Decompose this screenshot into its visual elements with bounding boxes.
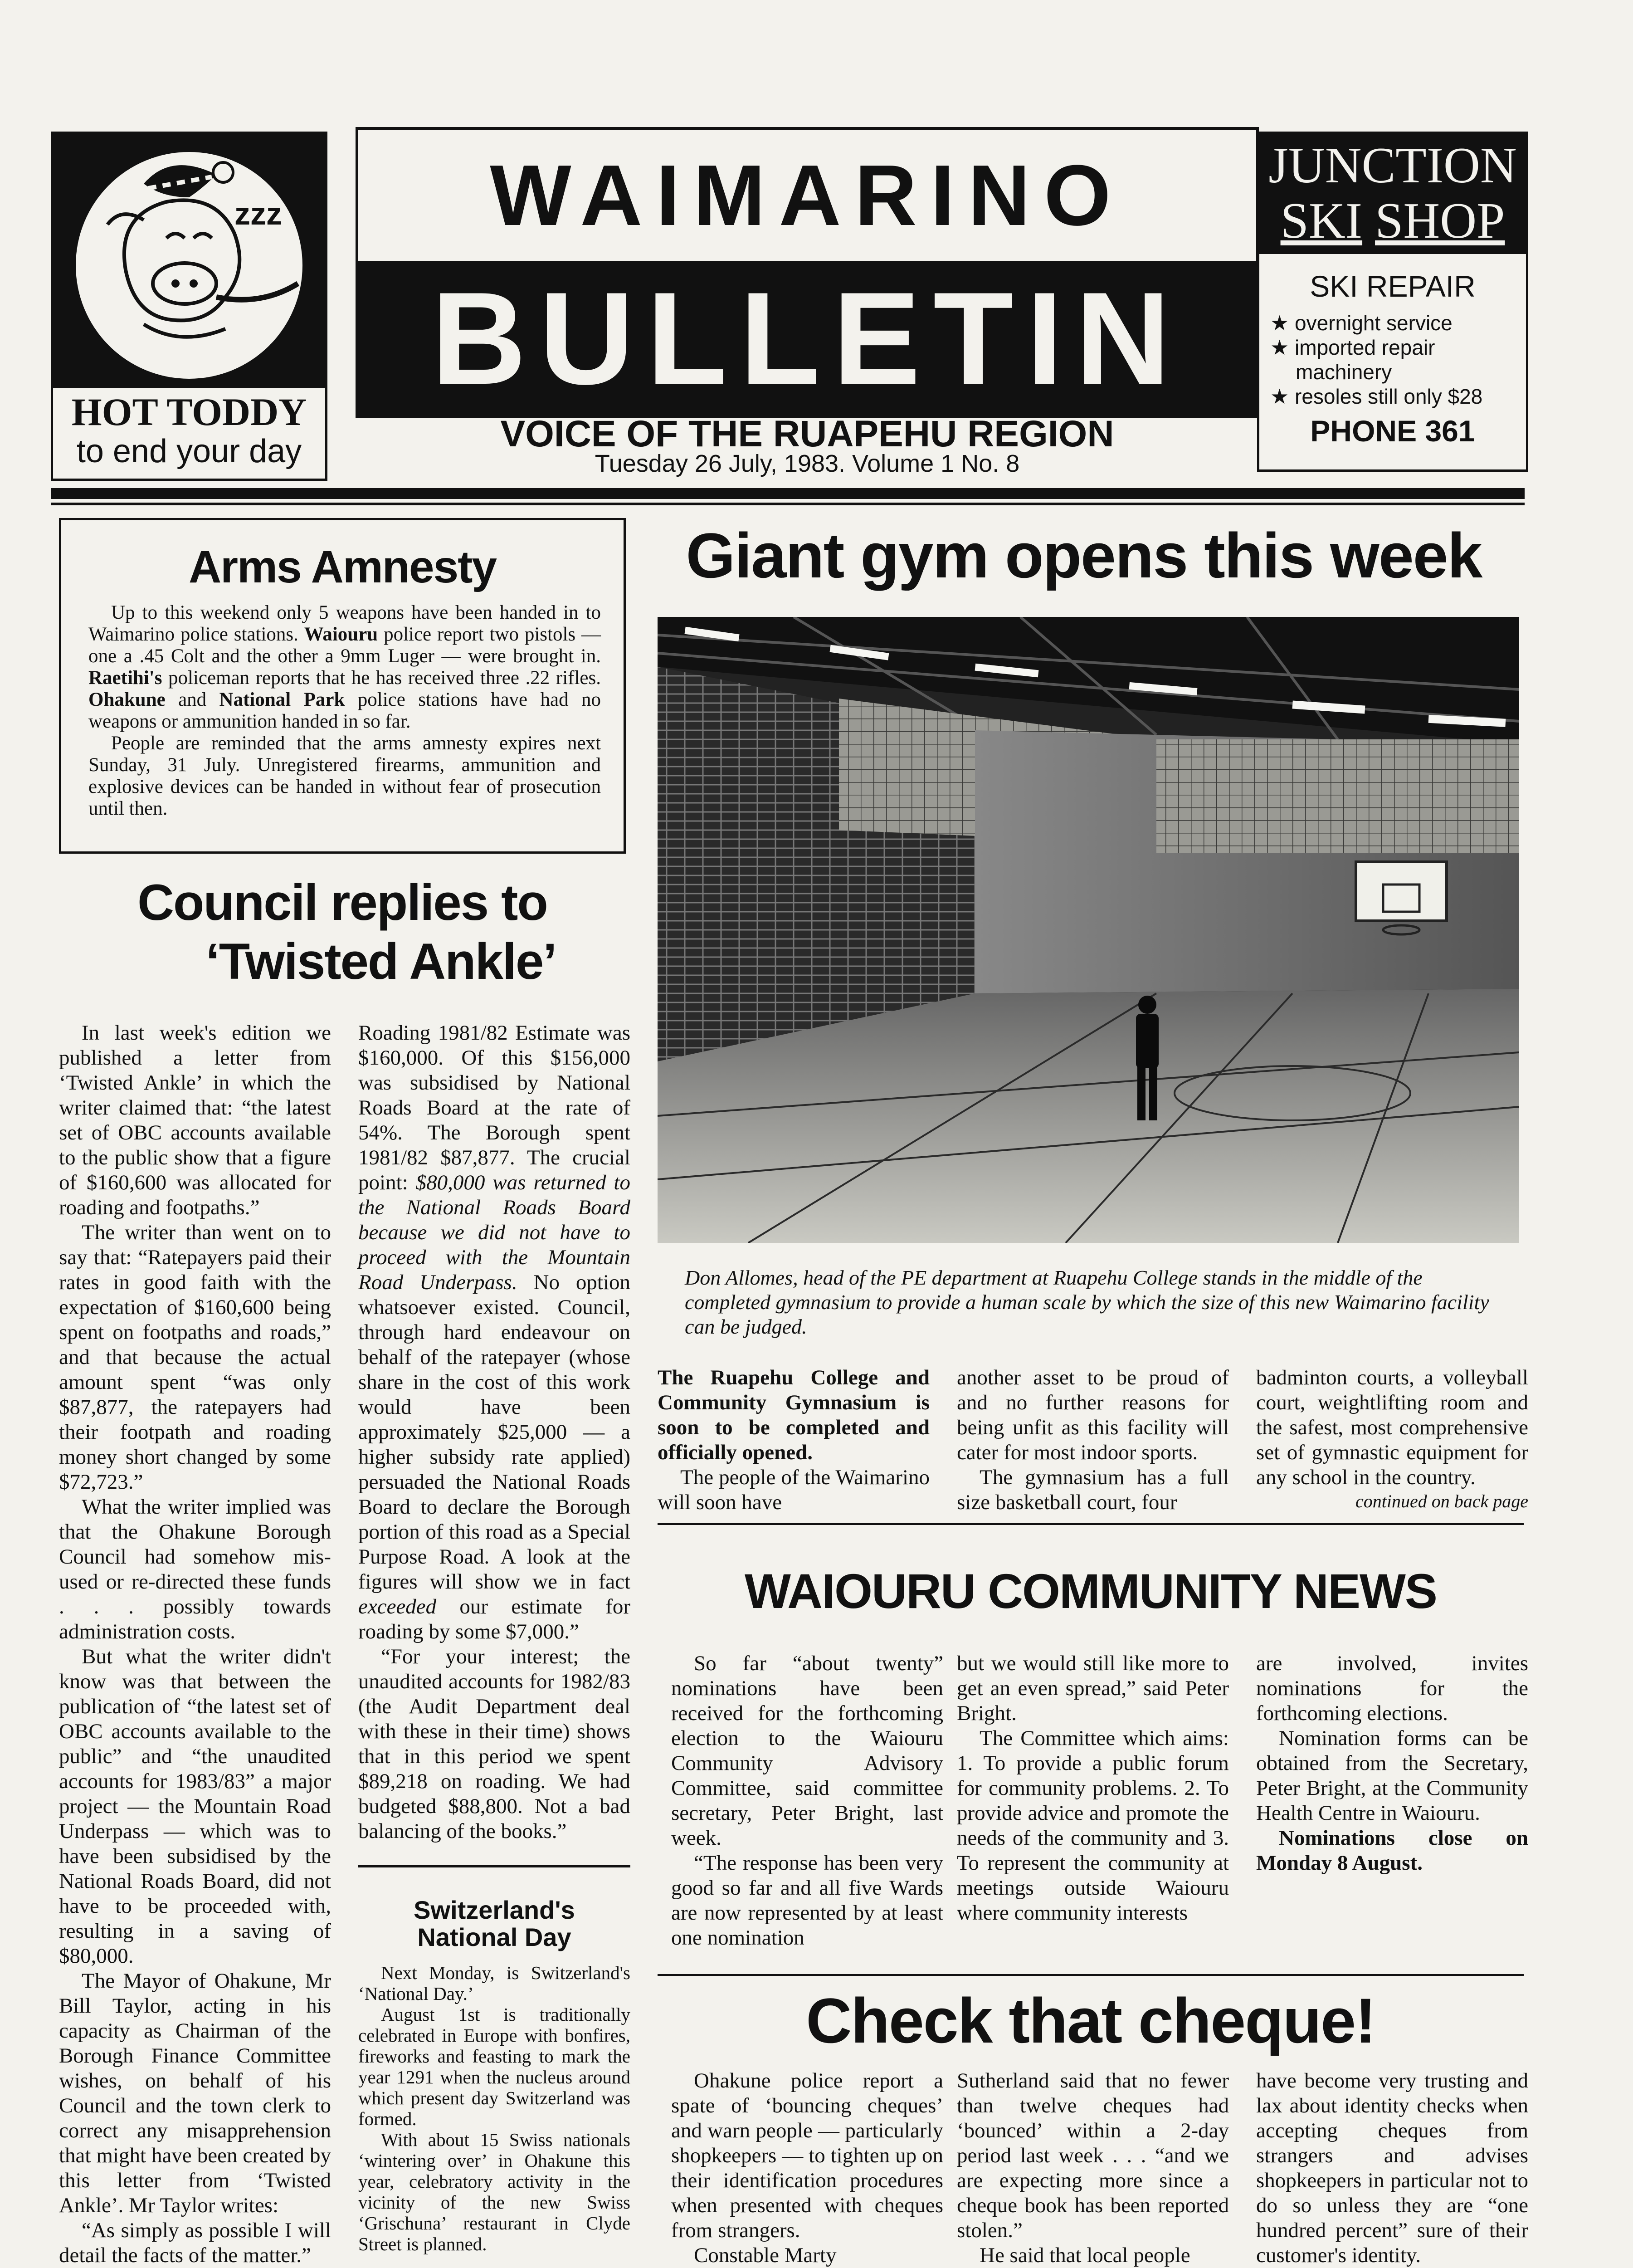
council-paragraph: What the writer implied was that the Ohakune Borough Council had somehow mis-used or re-directed these funds . . . possibly towards administration costs. — [59, 1495, 331, 1643]
snore-text: zzz — [234, 196, 282, 231]
council-paragraph: The Mayor of Ohakune, Mr Bill Taylor, acting in his capacity as Chairman of the Borough Finance Committee wishes, on behalf of his Council and the town clerk to correct any misapprehension that might have been created by this letter from ‘Twisted Ankle’. Mr Taylor writes: — [59, 1969, 331, 2217]
ski-shop-title-line1: JUNCTION — [1268, 137, 1517, 194]
masthead-title-line1: WAIMARINO — [490, 147, 1125, 244]
council-paragraph: In last week's edition we published a letter from ‘Twisted Ankle’ in which the writer claimed that: “the latest set of OBC accounts available to the public show that a figure of $160,600 was allocated for roading and footpaths.” — [59, 1021, 331, 1219]
swiss-headline-line2: National Day — [417, 1923, 571, 1951]
ski-shop-ad-header — [1259, 134, 1526, 254]
gym-photo-caption: Don Allomes, head of the PE department at Ruapehu College stands in the middle of the completed gymnasium to provide a human scale by which the size of this new Waimarino facility can be judged. — [685, 1266, 1489, 1338]
slogan-title: HOT TODDY — [71, 390, 307, 434]
slogan-subtitle: to end your day — [76, 433, 302, 469]
waiouru-column-1: So far “about twenty” nominations have been received for the forthcoming election to the Waiouru Community Advisory Committee, said committee secretary, Peter Bright, last week. “The response has been very good so far and all five Wards are now represented by at least one nomination — [671, 1652, 943, 1950]
gymnasium-photo-image — [658, 617, 1519, 1243]
gym-photo — [658, 617, 1519, 1243]
ad-item-2: ★ imported repair machinery — [1270, 336, 1435, 384]
arms-amnesty-paragraph-2: People are reminded that the arms amnesty expires next Sunday, 31 July. Unregistered firearms, ammunition and explosive devices can be handed in without fear of prosecution until then. — [88, 733, 601, 819]
gym-column-2: another asset to be proud of and no further reasons for being unfit as this facility will cater for most indoor sports. The gymnasium has a full size basketball court, four — [957, 1366, 1229, 1514]
council-headline-line1: Council replies to — [137, 874, 547, 931]
waiouru-column-2: but we would still like more to get an even spread,” said Peter Bright. The Committee which aims: 1. To provide a public forum for community problems. 2. To provide advice and promote the needs of the community and 3. To represent the community at meetings outside Waiouru where community interests — [957, 1652, 1229, 1925]
continued-note: continued on back page — [1355, 1491, 1528, 1511]
council-column-2: Roading 1981/82 Estimate was $160,000. Of this $156,000 was subsidised by National Roads Board at the rate of 54%. The Borough spent 1981/82 $87,877. The crucial point: $80,000 was returned to the National Roads Board because we did not have to proceed with the Mountain Road Underpass. No option whatsoever existed. Council, through hard endeavour on behalf of the ratepayer (whose share in the cost of this work would have been approximately $25,000 — a higher subsidy rate applied) persuaded the National Roads Board to declare the Borough portion of this road as a Special Purpose Road. A look at the figures will show we in fact exceeded our estimate for roading by some $7,000.” “For your interest; the unaudited accounts for 1982/83 (the Audit Department deal with these in their time) shows that in this period we spent $89,218 on roading. We had budgeted $88,800. Not a bad balancing of the books.” — [358, 1021, 631, 1843]
cheque-rule-top — [658, 1974, 1524, 1976]
star-icon: ★ — [1270, 311, 1295, 335]
gym-headline: Giant gym opens this week — [686, 520, 1482, 591]
masthead-tagline: VOICE OF THE RUAPEHU REGION — [500, 413, 1114, 455]
swiss-rule — [358, 1865, 630, 1867]
cow-mascot-icon — [53, 134, 325, 388]
waiouru-headline: WAIOURU COMMUNITY NEWS — [745, 1564, 1437, 1618]
ad-item-3: ★ resoles still only $28 — [1270, 385, 1483, 408]
star-icon: ★ — [1270, 336, 1295, 359]
masthead-title-band — [358, 261, 1256, 415]
swiss-body: Next Monday, is Switzerland's ‘National Day.’ August 1st is traditionally celebrated in Europe with bonfires, fireworks and feasting to mark the year 1291 when the nucleus around which present day Switzerland was formed. With about 15 Swiss nationals ‘wintering over’ in Ohakune this year, celebratory activity in the vicinity of the new Swiss ‘Grischuna’ restaurant in Clyde Street is planned. — [358, 1962, 630, 2254]
waiouru-rule-top — [658, 1523, 1524, 1525]
masthead-frame — [356, 127, 1259, 418]
star-icon: ★ — [1270, 385, 1295, 408]
masthead-rule-thin — [51, 503, 1525, 505]
council-column-1 — [59, 1021, 331, 2268]
ski-repair-heading: SKI REPAIR — [1310, 269, 1476, 303]
council-paragraph: “As simply as possible I will detail the facts of the matter.” — [59, 2219, 331, 2267]
cheque-headline: Check that cheque! — [806, 1985, 1375, 2056]
masthead-dateline: Tuesday 26 July, 1983. Volume 1 No. 8 — [595, 450, 1020, 477]
mascot-box — [51, 132, 327, 481]
arms-amnesty-body: Up to this weekend only 5 weapons have been handed in to Waimarino police stations. Waiouru police report two pistols — one a .45 Colt and the other a 9mm Luger — were brought in. Raetihi's policeman reports that he has received three .22 rifles. Ohakune and National Park police stations have had no weapons or ammunition handed in so far. People are reminded that the arms amnesty expires next Sunday, 31 July. Unregistered firearms, ammunition and explosive devices can be handed in without fear of prosecution until then. — [88, 602, 601, 819]
masthead-title-line2: BULLETIN — [431, 265, 1183, 412]
swiss-headline-line1: Switzerland's — [414, 1896, 575, 1924]
ski-shop-title-line2 — [1259, 194, 1526, 248]
arms-amnesty-title: Arms Amnesty — [188, 542, 497, 592]
arms-amnesty-box — [59, 518, 626, 854]
cheque-column-2: Sutherland said that no fewer than twelve cheques had ‘bounced’ within a 2-day period last week . . . “and we are expecting more since a cheque book has been reported stolen.” He said that local people — [957, 2069, 1229, 2267]
waiouru-column-3: are involved, invites nominations for the forthcoming elections. Nomination forms can be obtained from the Secretary, Peter Bright, at the Community Health Centre in Waiouru. Nominations close on Monday 8 August. — [1256, 1652, 1528, 1875]
cow-mascot-illustration — [53, 134, 325, 388]
council-paragraph: “For your interest; the unaudited accounts for 1982/83 (the Audit Department deal with these in their time) shows that in this period we spent $89,218 on roading. We had budgeted $88,800. Not a bad balancing of the books.” — [358, 1645, 630, 1843]
ad-item-1: ★ overnight service — [1270, 311, 1453, 335]
ski-shop-ad — [1257, 132, 1528, 472]
council-paragraph: But what the writer didn't know was that between the publication of “the latest set of OBC accounts available to the public” and “the unaudited accounts for 1983/83” a major project — the Mountain Road Underpass — which was to have been subsidised by the National Roads Board, did not have to be proceeded with, resulting in a saving of $80,000. — [59, 1645, 331, 1968]
gym-column-1: The Ruapehu College and Community Gymnasium is soon to be completed and officially opened. The people of the Waimarino will soon have — [658, 1366, 930, 1514]
council-paragraph: The writer than went on to say that: “Ratepayers paid their rates in good faith with the expectation of $160,600 being spent on footpaths and roads,” and that because the actual amount spent “was only $87,877, the ratepayers had their footpath and roading money short changed by some $72,723.” — [59, 1221, 331, 1494]
cheque-column-1: Ohakune police report a spate of ‘bouncing cheques’ and warn people — particularly shopkeepers — to tighten up on their identification procedures when presented with cheques from strangers. Constable Marty — [671, 2069, 943, 2267]
masthead-rule — [51, 488, 1525, 499]
ski-word: SKI — [1280, 193, 1363, 249]
council-headline-line2: ‘Twisted Ankle’ — [205, 933, 556, 990]
cheque-column-3: have become very trusting and lax about identity checks when accepting cheques from strangers and advises shopkeepers in particular not to do so unless they are “one hundred percent” sure of their customer's identity. — [1256, 2069, 1528, 2267]
shop-word: SHOP — [1375, 193, 1505, 249]
ad-phone: PHONE 361 — [1310, 414, 1475, 448]
gym-column-3: badminton courts, a volleyball court, weightlifting room and the safest, most comprehensive set of gymnastic equipment for any school in the country. continued on back page — [1256, 1365, 1528, 1513]
